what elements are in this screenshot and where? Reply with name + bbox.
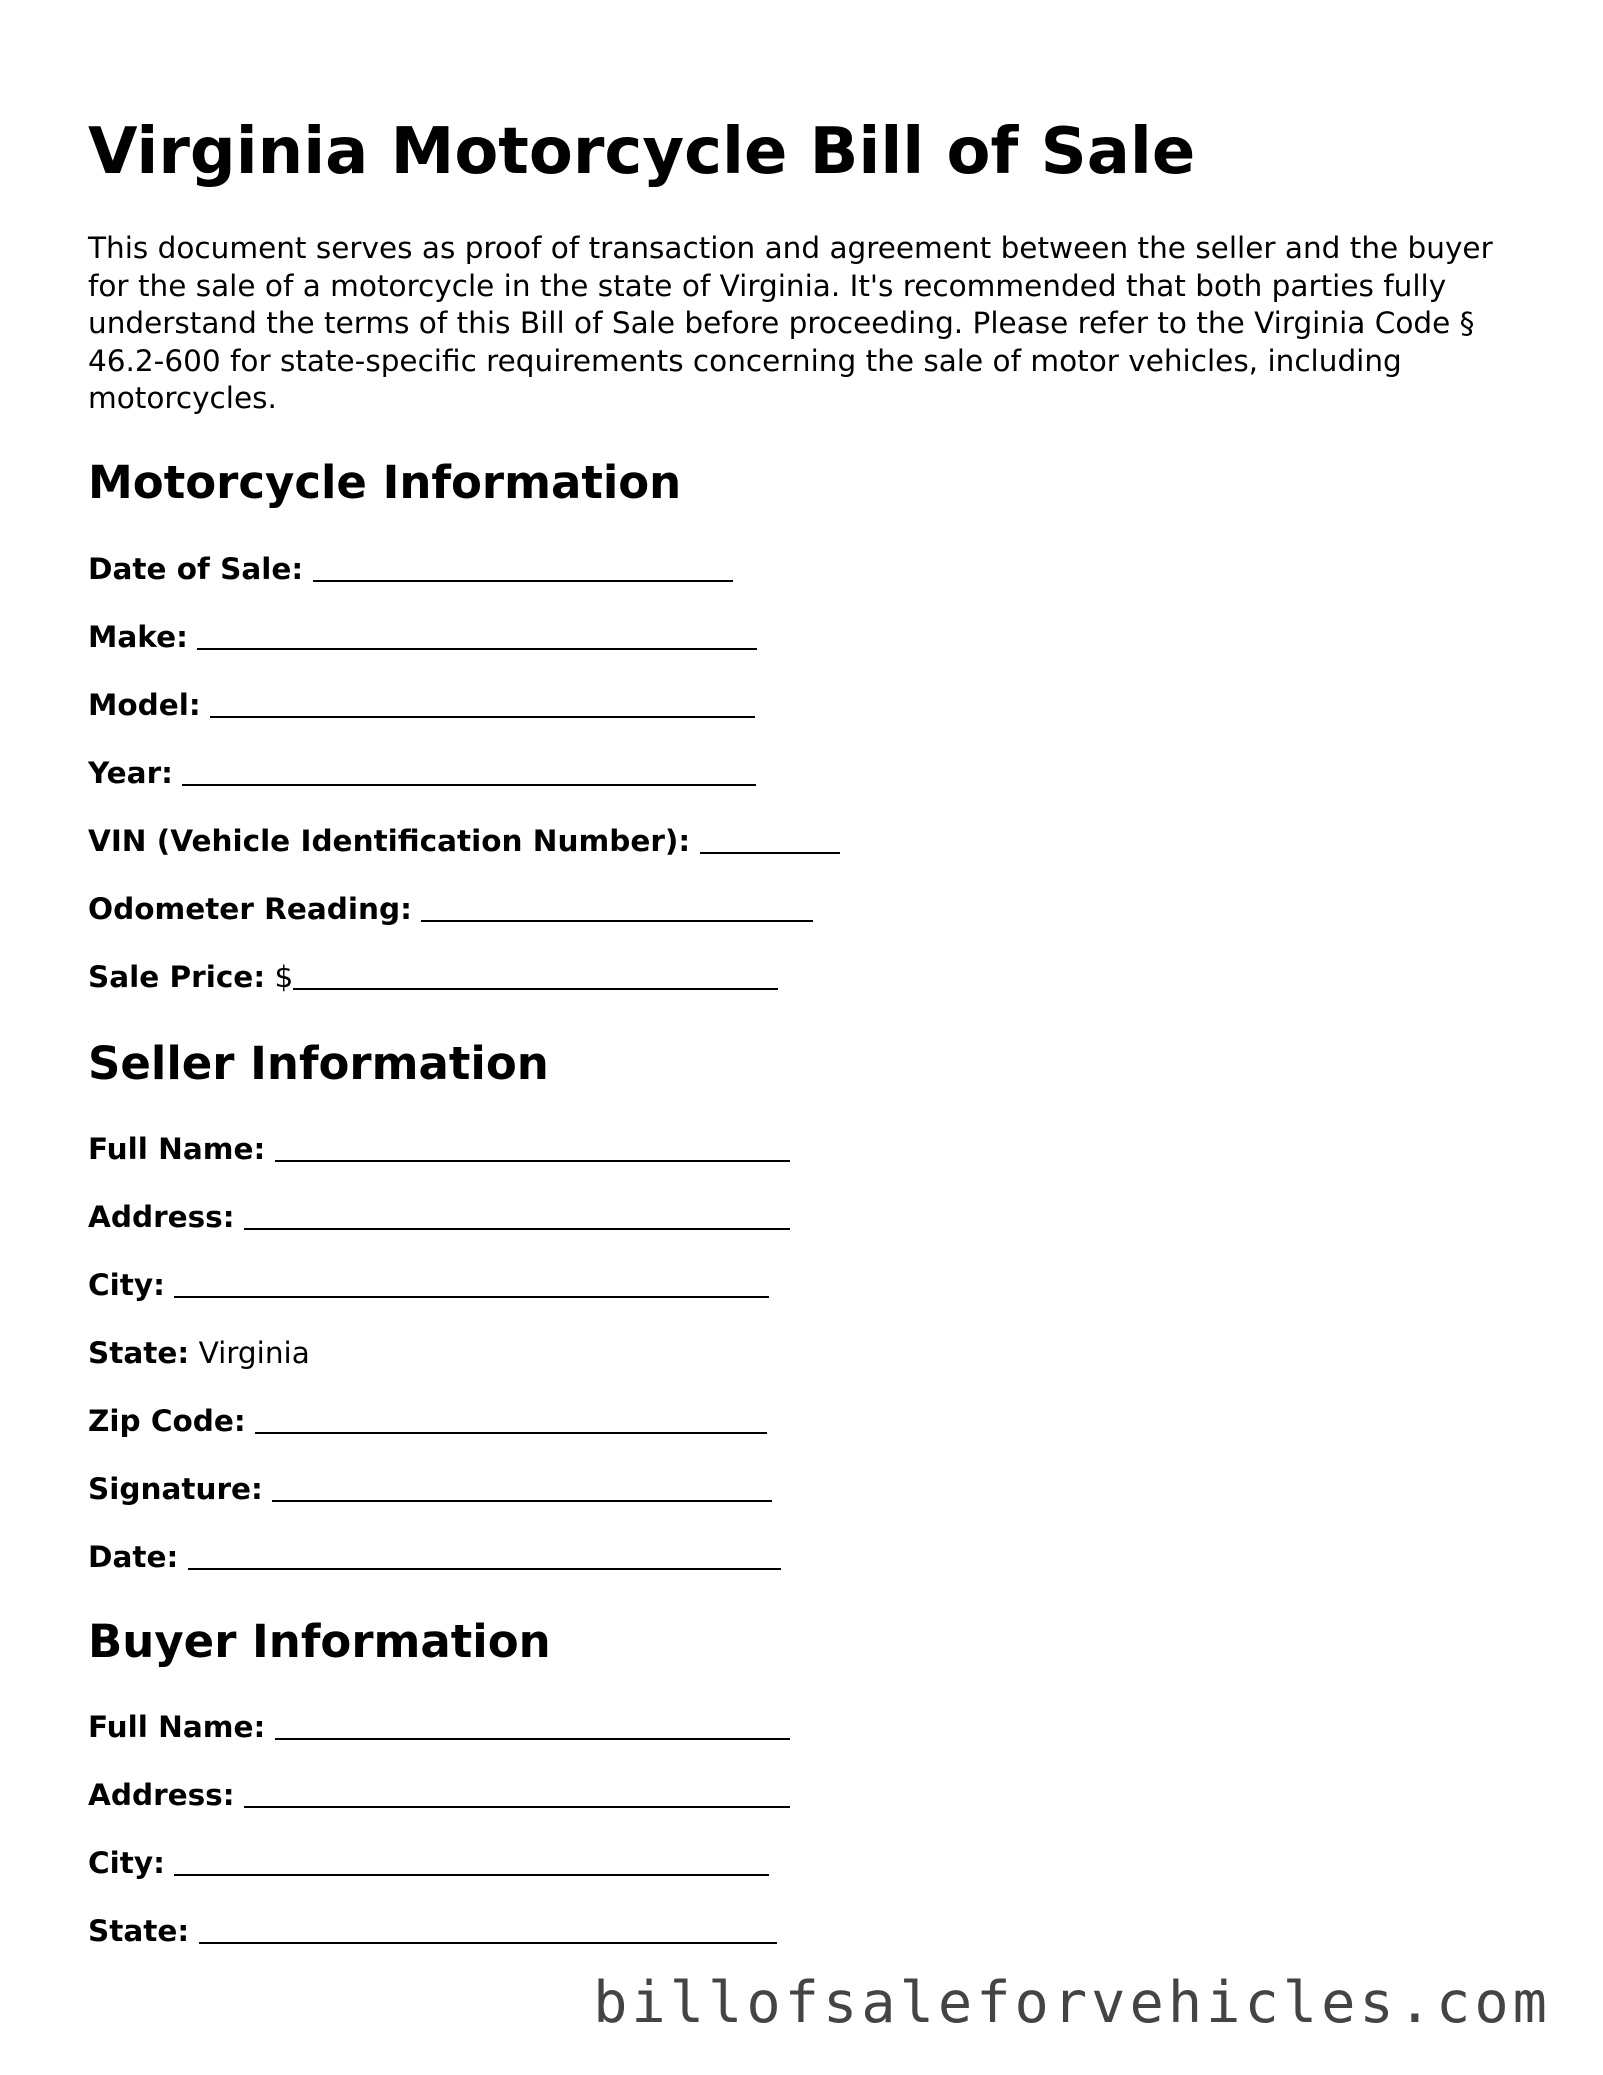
seller-address-blank[interactable]: [244, 1202, 790, 1230]
year-field: [88, 754, 756, 792]
odometer-blank[interactable]: [421, 894, 813, 922]
odometer-label: Odometer Reading:: [88, 892, 412, 926]
make-label: Make:: [88, 620, 188, 654]
seller-zip-field: [88, 1402, 767, 1440]
buyer-state-label: State:: [88, 1914, 190, 1948]
seller-city-label: City:: [88, 1268, 165, 1302]
vin-field: [88, 822, 840, 860]
seller-full-name-blank[interactable]: [275, 1134, 790, 1162]
buyer-section-heading: Buyer Information: [88, 1615, 551, 1668]
buyer-state-field: [88, 1912, 777, 1950]
currency-symbol: $: [274, 960, 294, 994]
year-label: Year:: [88, 756, 173, 790]
seller-date-label: Date:: [88, 1540, 179, 1574]
buyer-address-blank[interactable]: [244, 1780, 790, 1808]
model-blank[interactable]: [210, 690, 755, 718]
seller-city-blank[interactable]: [174, 1270, 769, 1298]
date-of-sale-blank[interactable]: [313, 554, 733, 582]
buyer-city-field: [88, 1844, 769, 1882]
seller-signature-blank[interactable]: [272, 1474, 772, 1502]
year-blank[interactable]: [182, 758, 756, 786]
buyer-state-blank[interactable]: [199, 1916, 777, 1944]
buyer-full-name-blank[interactable]: [275, 1712, 790, 1740]
model-field: [88, 686, 755, 724]
sale-price-label: Sale Price:: [88, 960, 266, 994]
buyer-address-field: [88, 1776, 790, 1814]
buyer-full-name-label: Full Name:: [88, 1710, 266, 1744]
seller-date-blank[interactable]: [188, 1542, 781, 1570]
buyer-address-label: Address:: [88, 1778, 235, 1812]
seller-state-field: [88, 1334, 310, 1372]
seller-section-heading: Seller Information: [88, 1037, 549, 1090]
seller-signature-field: [88, 1470, 772, 1508]
sale-price-field: [88, 958, 778, 996]
odometer-field: [88, 890, 813, 928]
buyer-city-blank[interactable]: [174, 1848, 769, 1876]
seller-zip-blank[interactable]: [255, 1406, 767, 1434]
make-blank[interactable]: [197, 622, 757, 650]
seller-address-label: Address:: [88, 1200, 235, 1234]
seller-full-name-label: Full Name:: [88, 1132, 266, 1166]
make-field: [88, 618, 757, 656]
sale-price-blank[interactable]: [293, 962, 778, 990]
vin-blank[interactable]: [700, 826, 840, 854]
date-of-sale-label: Date of Sale:: [88, 552, 304, 586]
website-watermark: billofsaleforvehicles.com: [593, 1970, 1551, 2036]
date-of-sale-field: [88, 550, 733, 588]
seller-date-field: [88, 1538, 781, 1576]
seller-zip-label: Zip Code:: [88, 1404, 246, 1438]
seller-signature-label: Signature:: [88, 1472, 263, 1506]
buyer-city-label: City:: [88, 1846, 165, 1880]
motorcycle-section-heading: Motorcycle Information: [88, 456, 682, 509]
document-title: Virginia Motorcycle Bill of Sale: [88, 115, 1196, 189]
buyer-full-name-field: [88, 1708, 790, 1746]
seller-state-label: State:: [88, 1336, 190, 1370]
vin-label: VIN (Vehicle Identification Number):: [88, 824, 691, 858]
intro-paragraph: This document serves as proof of transaction and agreement between the seller and the buyer for the sale of a motorcycle in the state of Virginia. It's recommended that both parties fully understand the terms of this Bill of Sale before proceeding. Please refer to the Virginia Code § 46.2-600 for state-specific requirements concerning the sale of motor vehicles, including motorcycles.: [88, 231, 1493, 416]
model-label: Model:: [88, 688, 201, 722]
seller-city-field: [88, 1266, 769, 1304]
seller-state-value: Virginia: [198, 1336, 310, 1370]
seller-address-field: [88, 1198, 790, 1236]
seller-full-name-field: [88, 1130, 790, 1168]
